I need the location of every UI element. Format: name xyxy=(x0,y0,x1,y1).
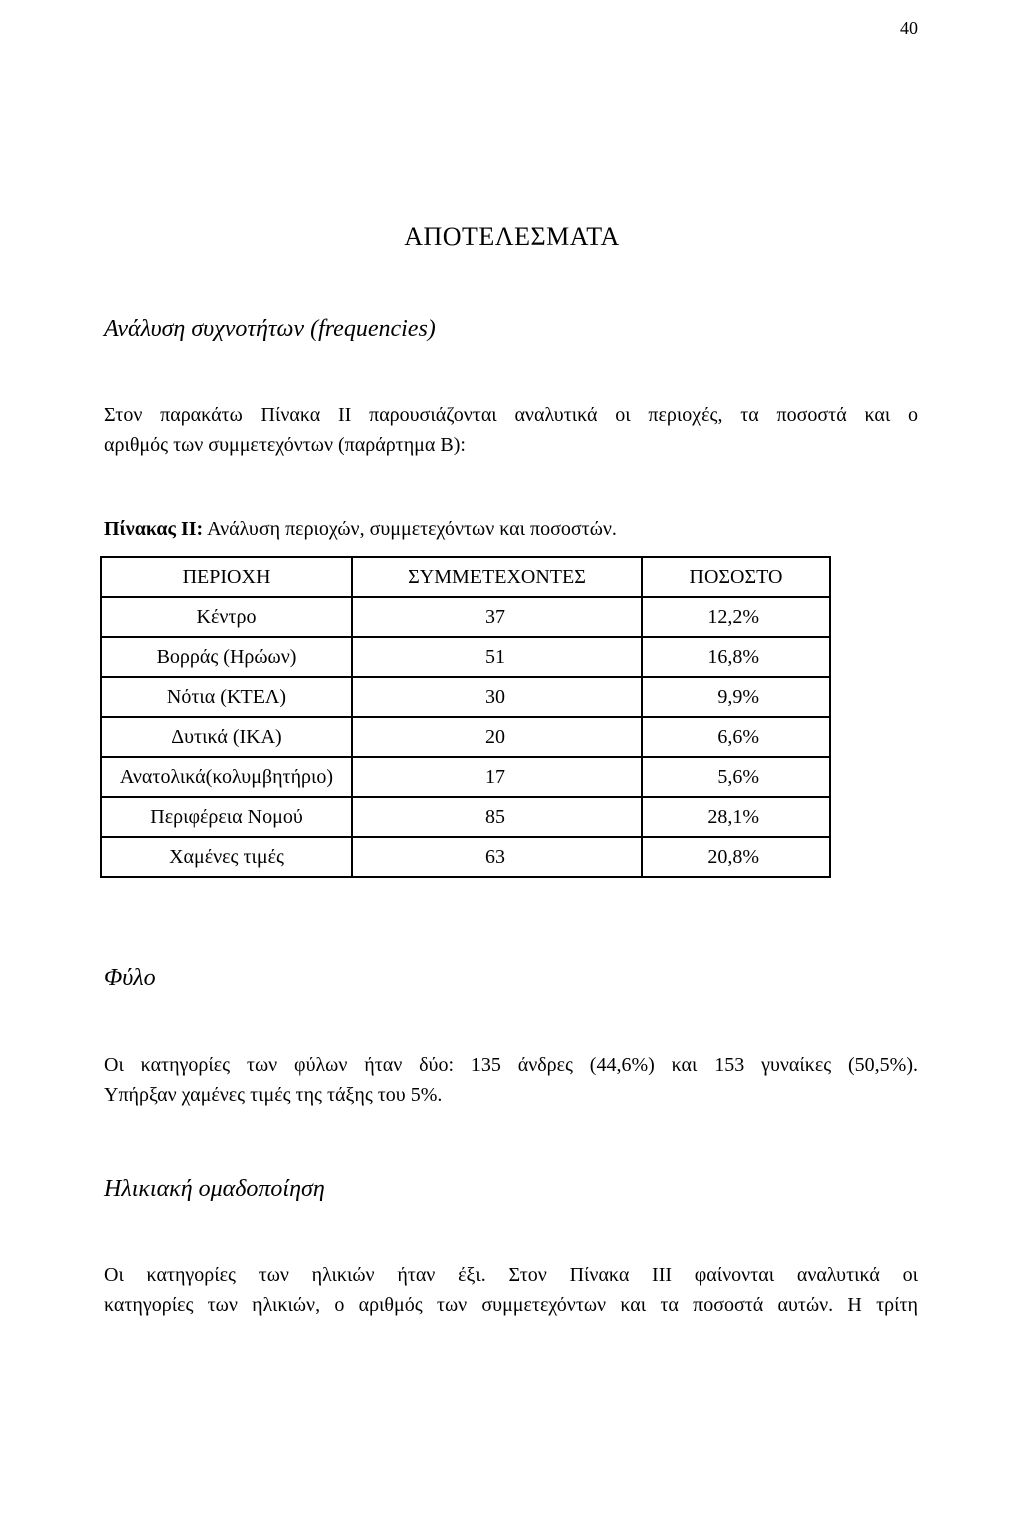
section-title-age-grouping: Ηλικιακή ομαδοποίηση xyxy=(104,1176,325,1202)
table-caption-label: Πίνακας ΙΙ: xyxy=(104,518,204,540)
cell-participants: 85 xyxy=(352,797,642,837)
table-caption-text: Ανάλυση περιοχών, συμμετεχόντων και ποσοστών. xyxy=(203,518,617,540)
table-row xyxy=(101,757,830,797)
table-row xyxy=(101,837,830,877)
cell-percentage: 16,8% xyxy=(642,637,830,677)
table-row xyxy=(101,597,830,637)
cell-region: Κέντρο xyxy=(101,597,352,637)
paragraph-line: αριθμός των συμμετεχόντων (παράρτημα Β): xyxy=(104,434,466,456)
cell-participants: 30 xyxy=(352,677,642,717)
table-row xyxy=(101,717,830,757)
cell-percentage: 28,1% xyxy=(642,797,830,837)
paragraph-age xyxy=(104,1264,918,1324)
cell-region: Δυτικά (ΙΚΑ) xyxy=(101,717,352,757)
table-row xyxy=(101,797,830,837)
table-row xyxy=(101,637,830,677)
table-caption xyxy=(104,518,617,541)
page-heading: ΑΠΟΤΕΛΕΣΜΑΤΑ xyxy=(404,222,620,251)
cell-percentage: 5,6% xyxy=(642,757,830,797)
regions-table xyxy=(100,556,831,878)
paragraph-gender xyxy=(104,1054,918,1114)
cell-region: Βορράς (Ηρώων) xyxy=(101,637,352,677)
cell-percentage: 6,6% xyxy=(642,717,830,757)
cell-participants: 20 xyxy=(352,717,642,757)
cell-region: Νότια (ΚΤΕΛ) xyxy=(101,677,352,717)
paragraph-line: Οι κατηγορίες των ηλικιών ήταν έξι. Στον Πίνακα ΙΙΙ φαίνονται αναλυτικά οι xyxy=(104,1264,918,1286)
paragraph-line: κατηγορίες των ηλικιών, ο αριθμός των συμμετεχόντων και τα ποσοστά αυτών. Η τρίτη xyxy=(104,1294,918,1316)
table-header-row xyxy=(101,557,830,597)
cell-percentage: 20,8% xyxy=(642,837,830,877)
section-title-gender: Φύλο xyxy=(104,965,156,991)
cell-participants: 51 xyxy=(352,637,642,677)
header-percentage: ΠΟΣΟΣΤΟ xyxy=(642,557,830,597)
cell-percentage: 12,2% xyxy=(642,597,830,637)
cell-participants: 37 xyxy=(352,597,642,637)
cell-region: Χαμένες τιμές xyxy=(101,837,352,877)
header-region: ΠΕΡΙΟΧΗ xyxy=(101,557,352,597)
page-number: 40 xyxy=(900,18,918,38)
cell-percentage: 9,9% xyxy=(642,677,830,717)
table-row xyxy=(101,677,830,717)
section-title-frequencies: Ανάλυση συχνοτήτων (frequencies) xyxy=(104,316,436,342)
header-participants: ΣΥΜΜΕΤΕΧΟΝΤΕΣ xyxy=(352,557,642,597)
cell-region: Περιφέρεια Νομού xyxy=(101,797,352,837)
paragraph-line: Στον παρακάτω Πίνακα ΙΙ παρουσιάζονται αναλυτικά οι περιοχές, τα ποσοστά και ο xyxy=(104,404,918,426)
cell-region: Ανατολικά(κολυμβητήριο) xyxy=(101,757,352,797)
paragraph-line: Οι κατηγορίες των φύλων ήταν δύο: 135 άνδρες (44,6%) και 153 γυναίκες (50,5%). xyxy=(104,1054,918,1076)
paragraph-intro xyxy=(104,404,918,464)
cell-participants: 17 xyxy=(352,757,642,797)
cell-participants: 63 xyxy=(352,837,642,877)
paragraph-line: Υπήρξαν χαμένες τιμές της τάξης του 5%. xyxy=(104,1084,443,1106)
